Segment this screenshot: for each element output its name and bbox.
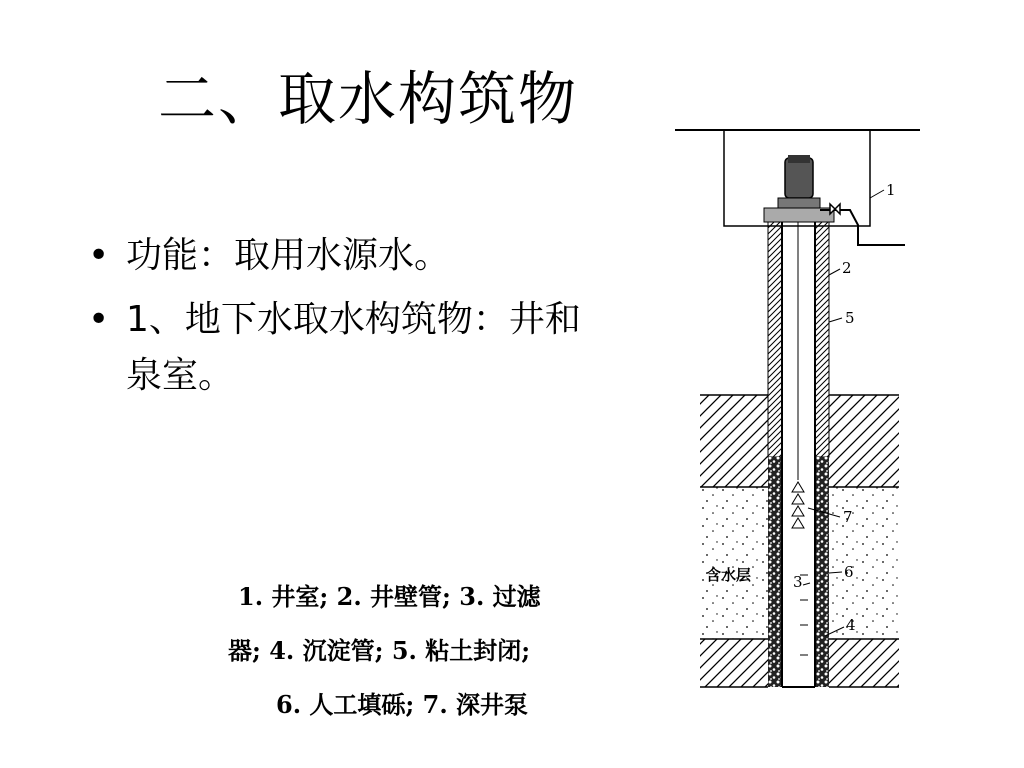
pump-stage [792,518,804,528]
callout-4: 4 [846,616,856,634]
callout-2: 2 [842,259,852,277]
aquifer-label: 含水层 [706,566,752,584]
pump-stage [792,482,804,492]
upper-soil-left [700,395,768,487]
callout-1: 1 [886,181,896,199]
bottom-soil-right [829,639,899,687]
callout-6: 6 [844,563,854,581]
caption-line-1: 1. 井室; 2. 井壁管; 3. 过滤 [238,582,541,611]
clay-seal-right [815,222,829,457]
valve-icon [830,204,840,214]
upper-soil-right [829,395,899,487]
gravel-pack-right [815,457,829,687]
caption-line-2: 器; 4. 沉淀管; 5. 粘土封闭; [228,636,531,665]
callout-5: 5 [845,309,855,327]
clay-seal-left [768,222,782,457]
aquifer-left [700,487,768,639]
gravel-pack-left [768,457,782,687]
motor-cap [788,155,810,163]
callout-7: 7 [843,508,853,526]
bullet-marker: • [88,235,110,276]
bullet-text: 功能：取用水源水。 [126,235,451,276]
slide-title: 二、取水构筑物 [158,65,579,133]
pump-stage [792,494,804,504]
bullet-text: 1、地下水取水构筑物：井和泉室。 [126,299,581,396]
callout-3: 3 [793,573,803,591]
bottom-soil-left [700,639,768,687]
caption-line-3: 6. 人工填砾; 7. 深井泵 [276,690,529,719]
aquifer-right [829,487,899,639]
pump-motor [785,158,813,198]
motor-base [778,198,820,208]
pump-stage [792,506,804,516]
bullet-marker: • [88,299,110,340]
